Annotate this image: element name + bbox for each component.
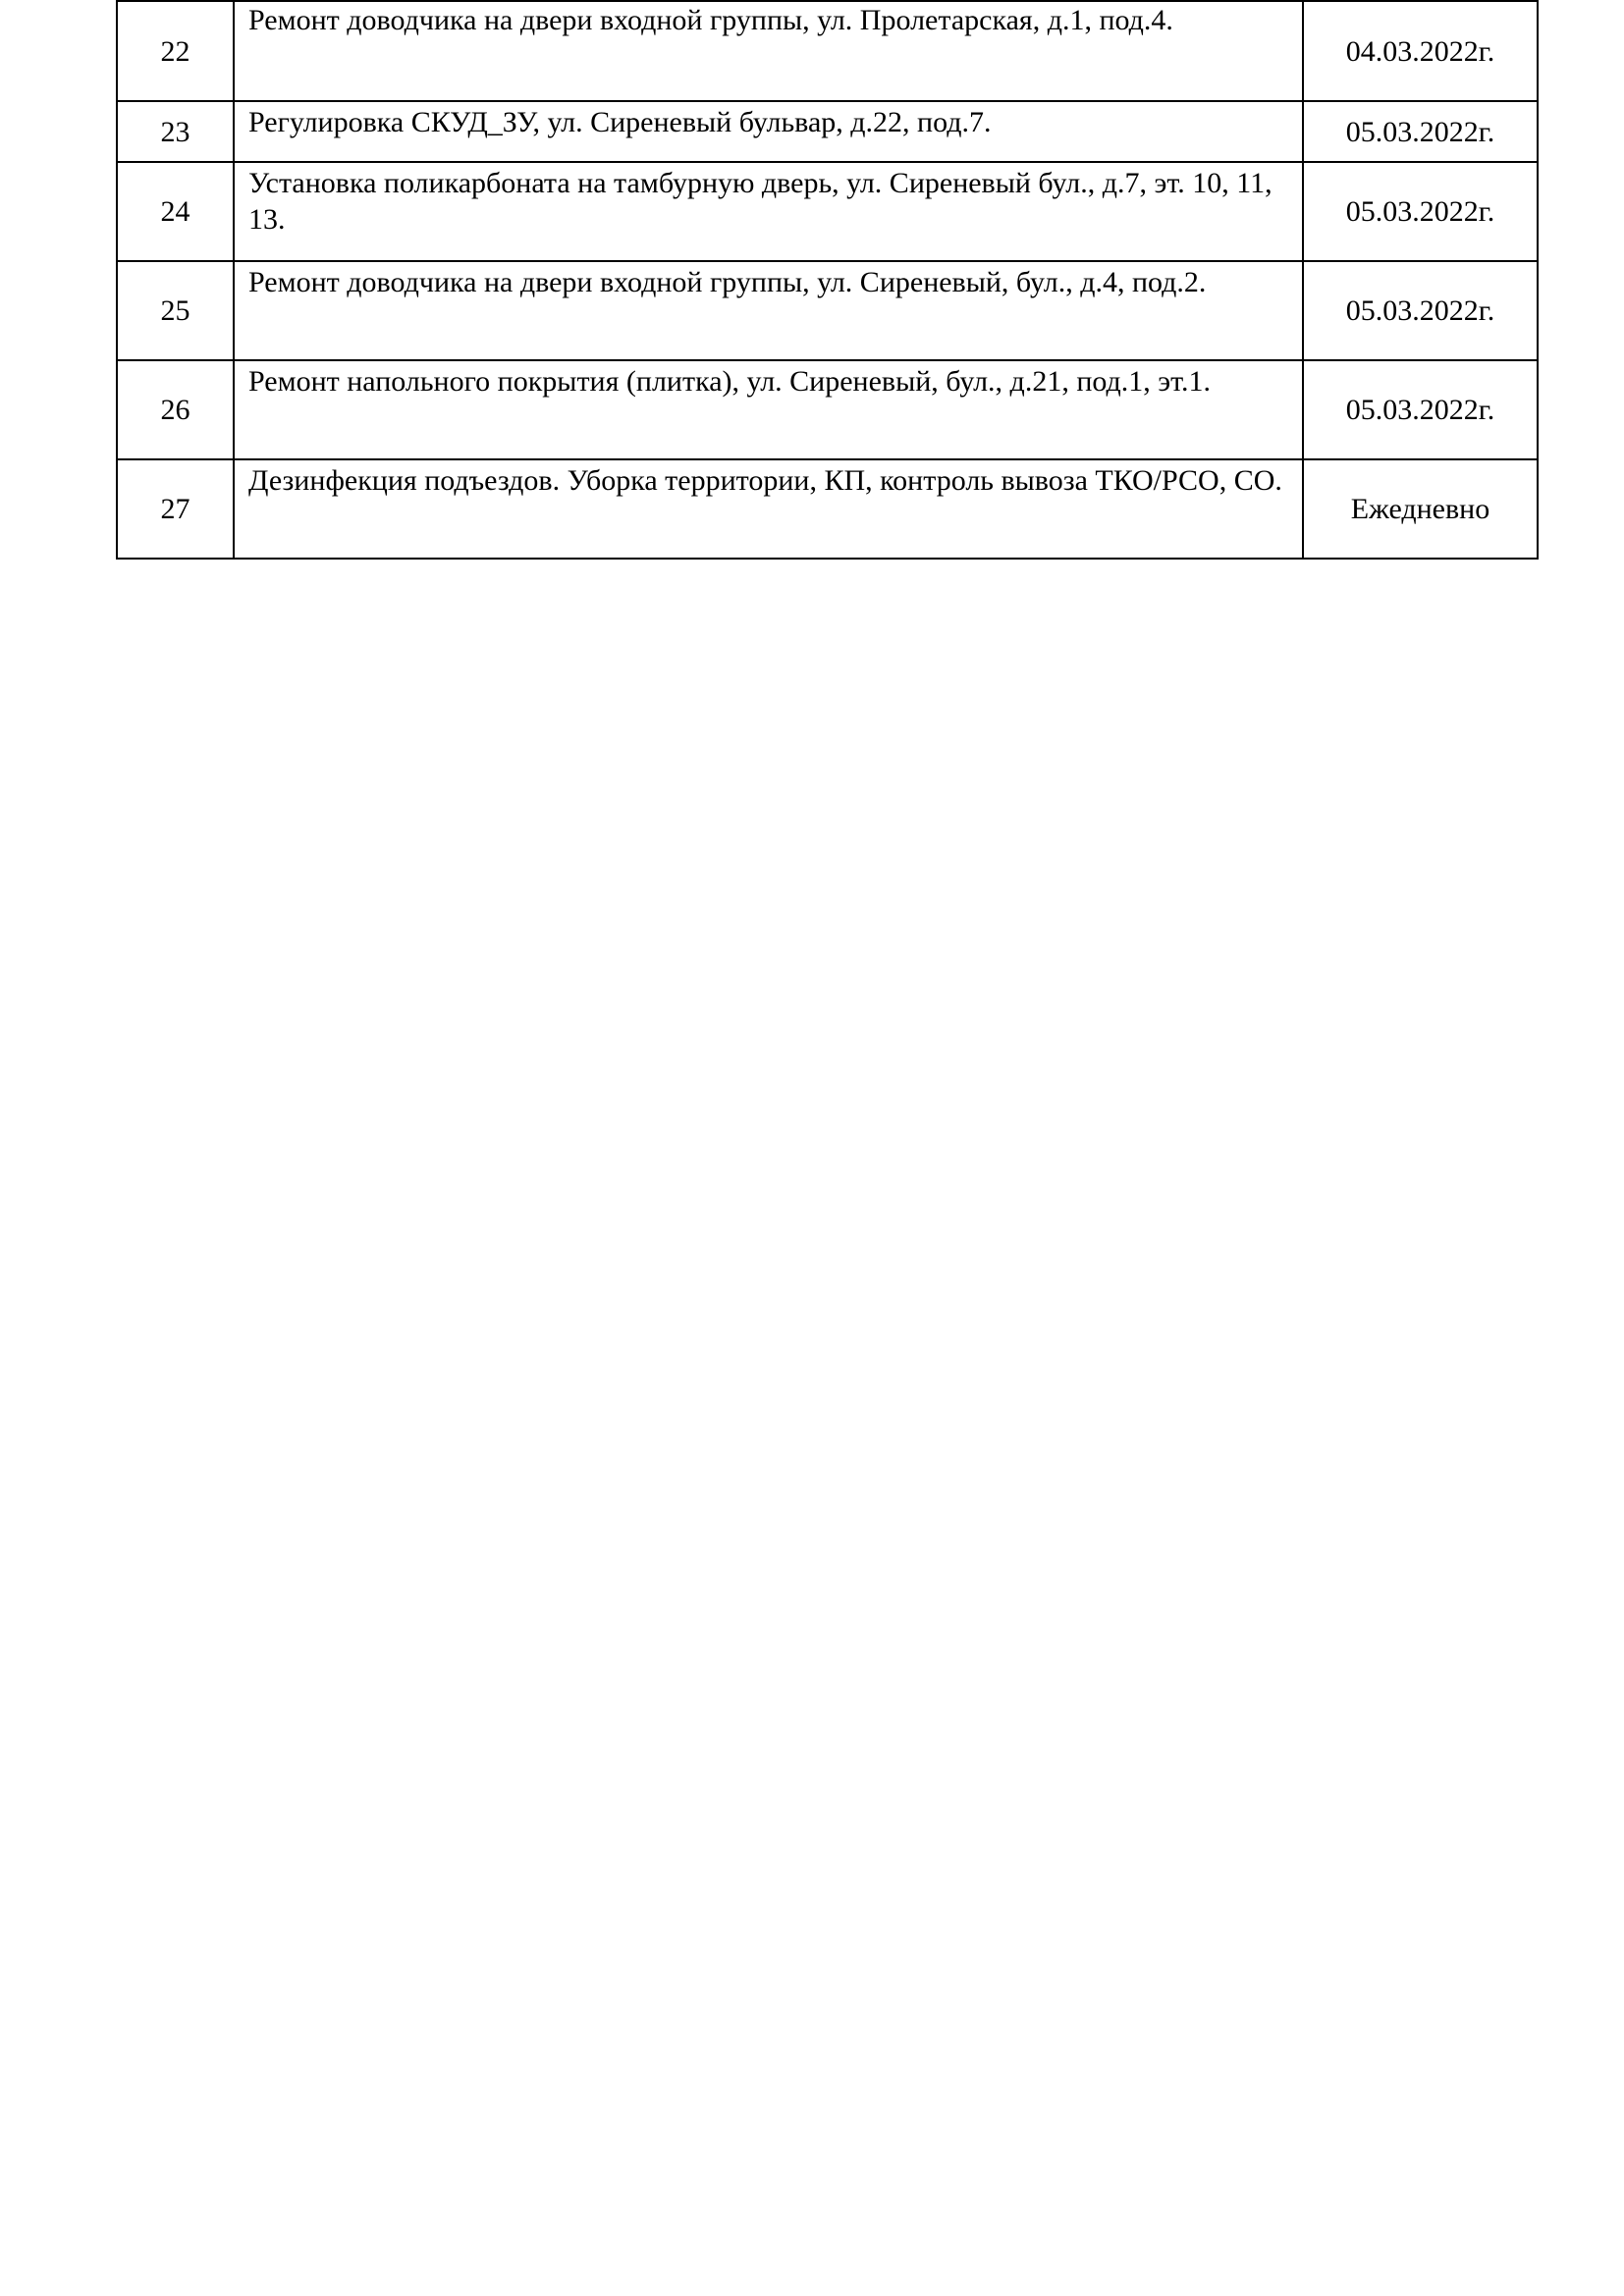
work-date: 05.03.2022г. — [1303, 162, 1538, 261]
table-row — [117, 101, 1538, 162]
work-description: Дезинфекция подъездов. Уборка территории, КП, контроль вывоза ТКО/РСО, СО. — [234, 459, 1303, 559]
row-number: 22 — [117, 1, 234, 101]
work-description: Установка поликарбоната на тамбурную дверь, ул. Сиреневый бул., д.7, эт. 10, 11, 13. — [234, 162, 1303, 261]
table-row — [117, 162, 1538, 261]
work-date: 05.03.2022г. — [1303, 101, 1538, 162]
work-date: Ежедневно — [1303, 459, 1538, 559]
work-description: Регулировка СКУД_ЗУ, ул. Сиреневый бульвар, д.22, под.7. — [234, 101, 1303, 162]
row-number: 26 — [117, 360, 234, 459]
row-number: 27 — [117, 459, 234, 559]
table-row — [117, 1, 1538, 101]
table-row — [117, 459, 1538, 559]
table-row — [117, 261, 1538, 360]
work-description: Ремонт напольного покрытия (плитка), ул. Сиреневый, бул., д.21, под.1, эт.1. — [234, 360, 1303, 459]
row-number: 24 — [117, 162, 234, 261]
work-date: 04.03.2022г. — [1303, 1, 1538, 101]
row-number: 25 — [117, 261, 234, 360]
work-date: 05.03.2022г. — [1303, 261, 1538, 360]
table-row — [117, 360, 1538, 459]
work-date: 05.03.2022г. — [1303, 360, 1538, 459]
work-description: Ремонт доводчика на двери входной группы, ул. Пролетарская, д.1, под.4. — [234, 1, 1303, 101]
row-number: 23 — [117, 101, 234, 162]
work-description: Ремонт доводчика на двери входной группы, ул. Сиреневый, бул., д.4, под.2. — [234, 261, 1303, 360]
works-table — [116, 0, 1539, 560]
